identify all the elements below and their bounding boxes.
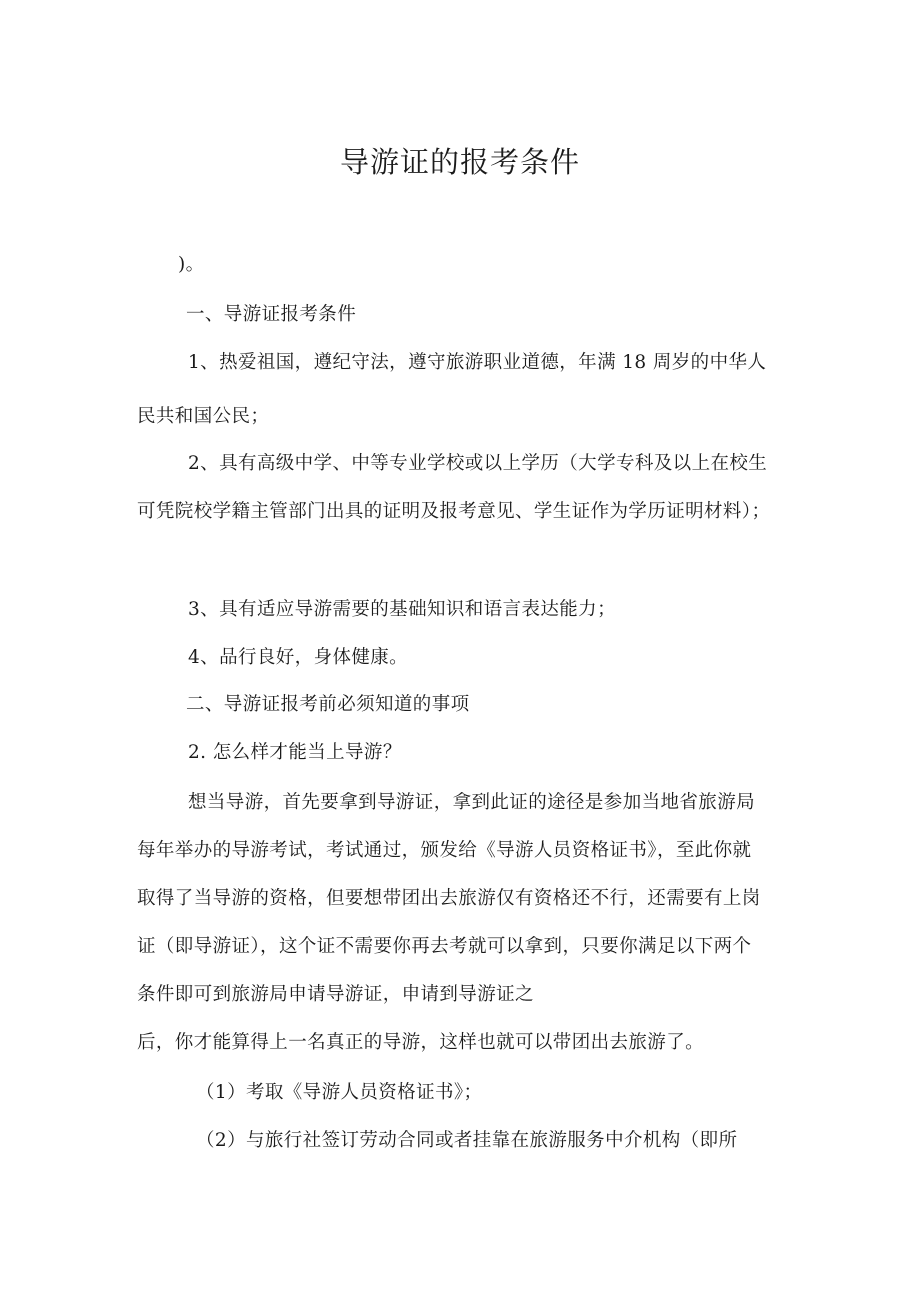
question-heading: 2. 怎么样才能当上导游？ [188, 742, 402, 763]
paragraph-line: 条件即可到旅游局申请导游证，申请到导游证之 [137, 984, 534, 1005]
paragraph-line: 可凭院校学籍主管部门出具的证明及报考意见、学生证作为学历证明材料）； [137, 501, 771, 522]
paragraph-line: 1、热爱祖国，遵纪守法，遵守旅游职业道德，年满 18 周岁的中华人 [188, 352, 767, 373]
list-item: （1）考取《导游人员资格证书》； [196, 1082, 483, 1103]
paragraph-line: 证（即导游证），这个证不需要你再去考就可以拿到，只要你满足以下两个 [137, 936, 752, 957]
paragraph-line: 后，你才能算得上一名真正的导游，这样也就可以带团出去旅游了。 [137, 1032, 705, 1053]
section-heading: 一、导游证报考条件 [186, 304, 357, 325]
paragraph-line: 3、具有适应导游需要的基础知识和语言表达能力； [188, 599, 616, 620]
paragraph-line: 想当导游，首先要拿到导游证，拿到此证的途径是参加当地省旅游局 [188, 792, 756, 813]
list-item: （2）与旅行社签订劳动合同或者挂靠在旅游服务中介机构（即所 [196, 1130, 738, 1151]
section-heading: 二、导游证报考前必须知道的事项 [186, 694, 470, 715]
paragraph-line: )。 [178, 254, 205, 275]
paragraph-line: 民共和国公民； [137, 406, 270, 427]
paragraph-line: 2、具有高级中学、中等专业学校或以上学历（大学专科及以上在校生 [188, 453, 768, 474]
paragraph-line: 每年举办的导游考试，考试通过，颁发给《导游人员资格证书》，至此你就 [137, 840, 752, 861]
paragraph-line: 4、品行良好，身体健康。 [188, 647, 409, 668]
paragraph-line: 取得了当导游的资格，但要想带团出去旅游仅有资格还不行，还需要有上岗 [137, 888, 761, 909]
document-title: 导游证的报考条件 [339, 145, 580, 179]
